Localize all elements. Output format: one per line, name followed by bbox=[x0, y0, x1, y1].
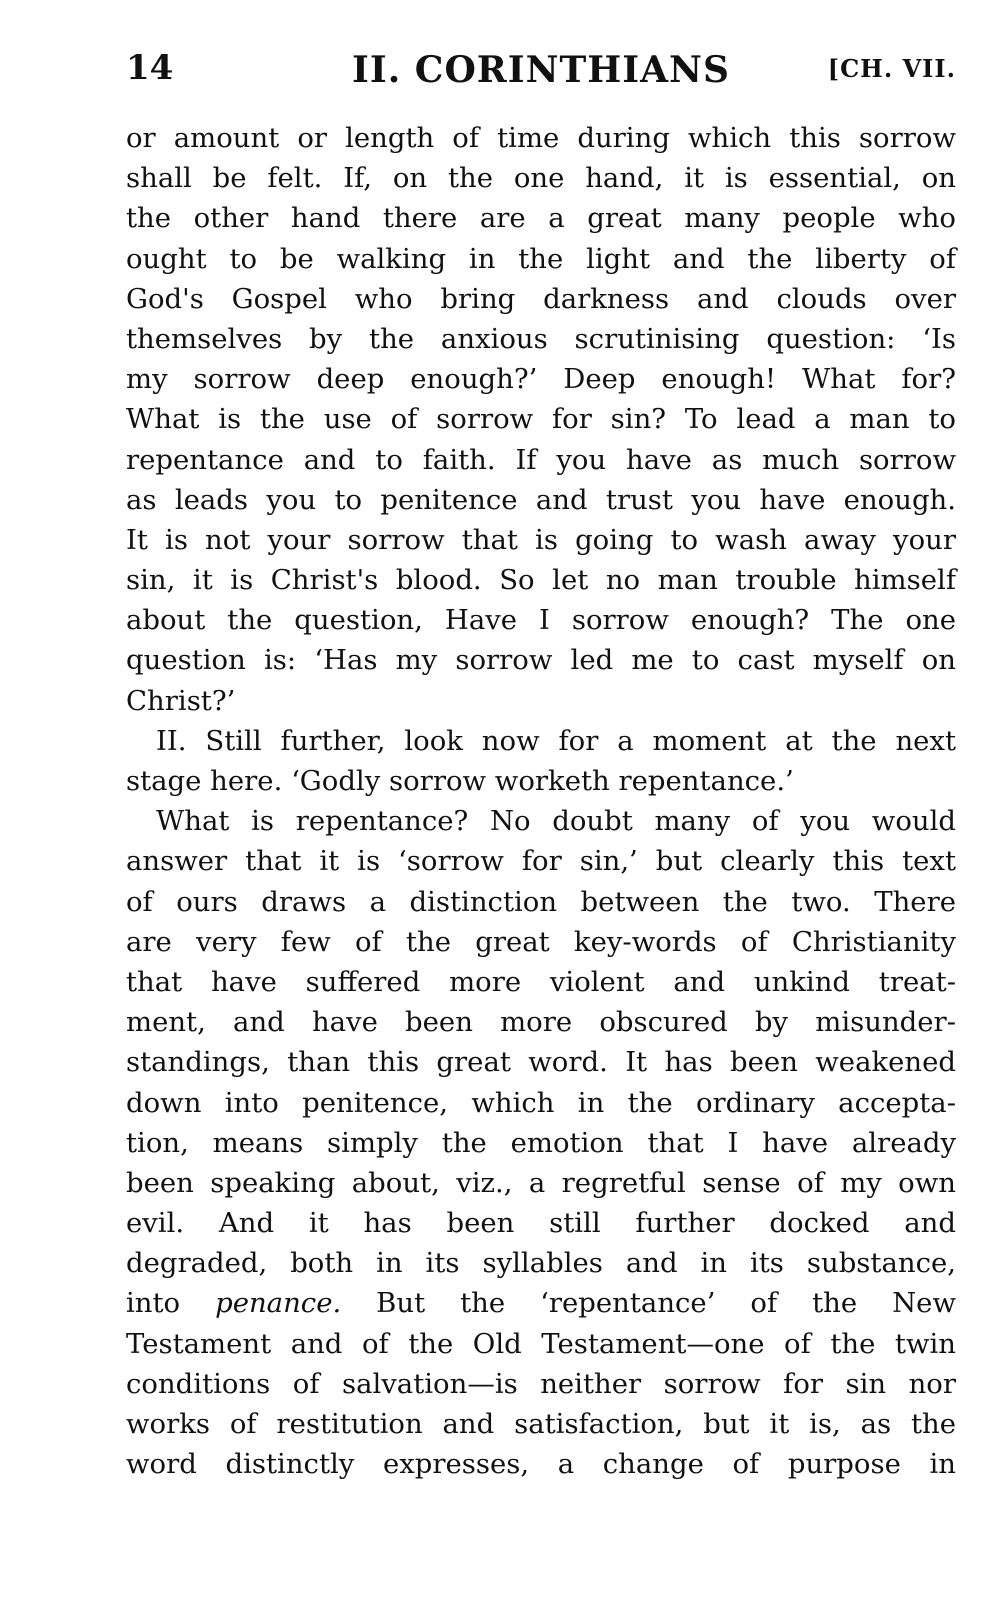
line-text: of ours draws a distinction between the two. There bbox=[126, 885, 956, 918]
text-line bbox=[126, 1123, 956, 1163]
line-text-continued: But the ‘repentance’ of the New bbox=[341, 1287, 956, 1320]
line-text: evil. And it has been still further docked and bbox=[126, 1207, 956, 1240]
line-text: answer that it is ‘sorrow for sin,’ but clearly this text bbox=[126, 845, 956, 878]
text-line bbox=[126, 681, 956, 721]
text-line bbox=[126, 239, 956, 279]
line-text: sin, it is Christ's blood. So let no man trouble himself bbox=[126, 564, 956, 597]
line-text: about the question, Have I sorrow enough? The one bbox=[126, 604, 956, 637]
line-text: God's Gospel who bring darkness and clouds over bbox=[126, 282, 956, 315]
text-line bbox=[126, 640, 956, 680]
text-line bbox=[126, 1002, 956, 1042]
line-text: Testament and of the Old Testament—one of the twin bbox=[126, 1327, 956, 1360]
text-line bbox=[126, 440, 956, 480]
line-text: stage here. ‘Godly sorrow worketh repentance.’ bbox=[126, 765, 794, 797]
text-line bbox=[126, 359, 956, 399]
text-line bbox=[126, 962, 956, 1002]
text-line bbox=[126, 158, 956, 198]
chapter-marker: [CH. VII. bbox=[827, 54, 956, 83]
text-line bbox=[126, 399, 956, 439]
text-line bbox=[126, 841, 956, 881]
text-line bbox=[126, 1404, 956, 1444]
line-text: What is the use of sorrow for sin? To lead a man to bbox=[126, 403, 956, 436]
body-text bbox=[126, 118, 956, 1484]
line-text: into bbox=[126, 1287, 181, 1320]
text-line bbox=[126, 922, 956, 962]
line-text: Christ?’ bbox=[126, 684, 236, 717]
line-text: works of restitution and satisfaction, but it is, as the bbox=[126, 1408, 956, 1440]
running-header bbox=[126, 48, 956, 98]
text-line bbox=[126, 480, 956, 520]
line-text: ment, and have been more obscured by misunder- bbox=[126, 1006, 956, 1039]
text-line bbox=[126, 198, 956, 238]
text-line bbox=[126, 801, 956, 841]
text-line bbox=[126, 1364, 956, 1404]
page-number: 14 bbox=[126, 48, 174, 88]
line-text: down into penitence, which in the ordinary accepta- bbox=[126, 1086, 956, 1119]
book-title: II. CORINTHIANS bbox=[352, 49, 730, 91]
line-text: repentance and to faith. If you have as much sorrow bbox=[126, 443, 956, 476]
italic-word: penance. bbox=[215, 1287, 342, 1320]
line-text: degraded, both in its syllables and in its substance, bbox=[126, 1247, 956, 1280]
text-line bbox=[126, 520, 956, 560]
line-text: the other hand there are a great many people who bbox=[126, 202, 956, 235]
text-line bbox=[126, 1083, 956, 1123]
line-text: standings, than this great word. It has been weakened bbox=[126, 1046, 956, 1079]
text-line bbox=[126, 600, 956, 640]
text-line bbox=[126, 1243, 956, 1283]
text-line bbox=[126, 882, 956, 922]
text-line bbox=[126, 560, 956, 600]
line-text: my sorrow deep enough?’ Deep enough! What for? bbox=[126, 363, 956, 396]
text-line bbox=[126, 1042, 956, 1082]
line-text: II. Still further, look now for a moment at the next bbox=[156, 724, 956, 757]
line-text: that have suffered more violent and unkind treat- bbox=[126, 965, 956, 998]
text-line bbox=[126, 319, 956, 359]
text-line bbox=[126, 1444, 956, 1484]
line-text: It is not your sorrow that is going to wash away your bbox=[126, 523, 956, 556]
line-text: themselves by the anxious scrutinising question: ‘Is bbox=[126, 322, 956, 355]
text-line bbox=[126, 1203, 956, 1243]
line-text: What is repentance? No doubt many of you would bbox=[156, 805, 956, 838]
line-text: ought to be walking in the light and the liberty of bbox=[126, 242, 956, 275]
text-line bbox=[126, 118, 956, 158]
line-text: are very few of the great key-words of Christianity bbox=[126, 925, 956, 958]
text-line bbox=[126, 1324, 956, 1364]
line-text: word distinctly expresses, a change of purpose in bbox=[126, 1448, 956, 1481]
text-line bbox=[126, 279, 956, 319]
line-text: question is: ‘Has my sorrow led me to cast myself on bbox=[126, 644, 956, 677]
line-text: as leads you to penitence and trust you have enough. bbox=[126, 483, 956, 516]
line-text: shall be felt. If, on the one hand, it is essential, on bbox=[126, 162, 956, 195]
line-text: or amount or length of time during which this sorrow bbox=[126, 122, 956, 154]
text-line bbox=[126, 721, 956, 761]
line-text: tion, means simply the emotion that I have already bbox=[126, 1126, 956, 1159]
line-text: been speaking about, viz., a regretful sense of my own bbox=[126, 1166, 956, 1199]
text-line bbox=[126, 1283, 956, 1323]
text-line bbox=[126, 1163, 956, 1203]
line-text: conditions of salvation—is neither sorrow for sin nor bbox=[126, 1367, 956, 1400]
text-line bbox=[126, 761, 956, 801]
